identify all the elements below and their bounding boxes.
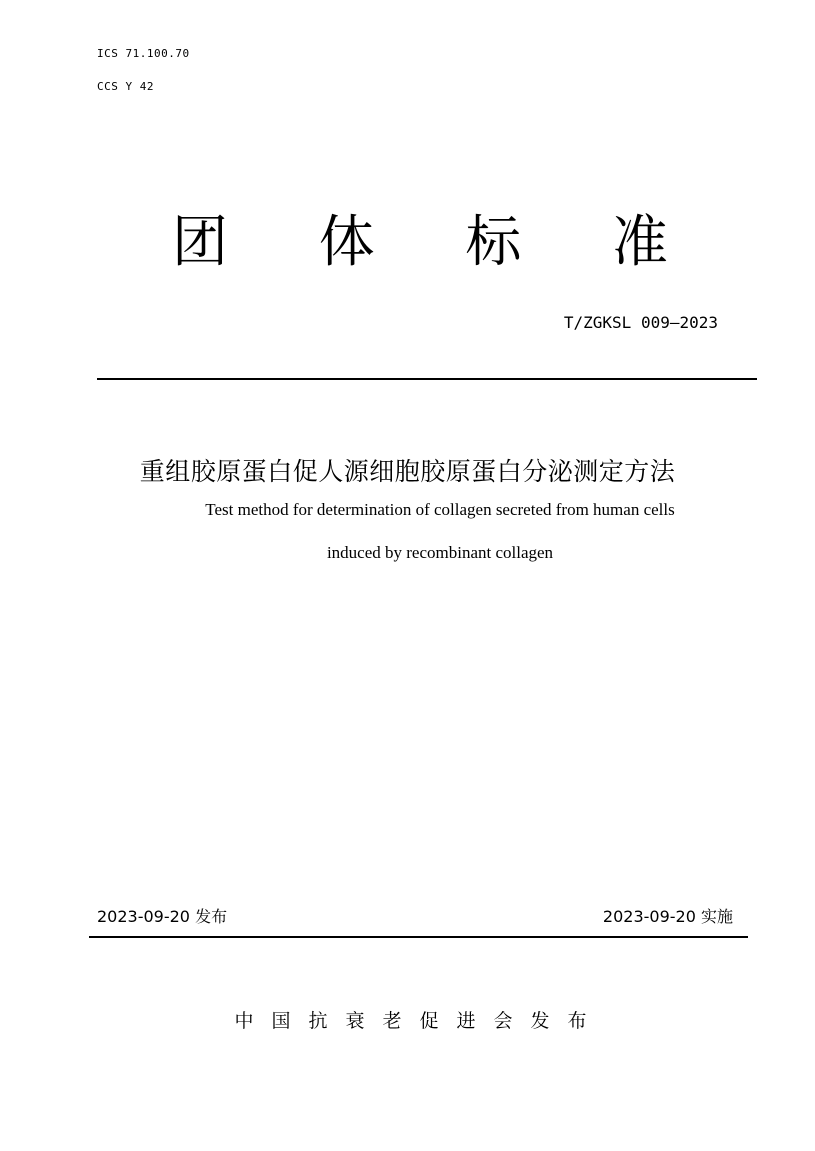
chinese-title: 重组胶原蛋白促人源细胞胶原蛋白分泌测定方法 (139, 457, 676, 486)
banner-char: 体 (318, 210, 375, 275)
standard-type-banner (150, 208, 690, 278)
bottom-divider (89, 936, 748, 938)
banner-char: 准 (611, 210, 668, 275)
english-title-line-2: induced by recombinant collagen (326, 543, 554, 562)
ccs-code: CCS Y 42 (97, 80, 154, 93)
banner-char: 标 (465, 210, 522, 275)
top-divider (97, 378, 757, 380)
ics-code: ICS 71.100.70 (97, 47, 190, 60)
implementation-date: 2023-09-20 实施 (602, 907, 733, 926)
publisher: 中国抗衰老促进会发布 (234, 1010, 605, 1032)
standard-number: T/ZGKSL 009—2023 (563, 313, 718, 332)
english-title-line-1: Test method for determination of collagen secreted from human cells (205, 500, 675, 519)
banner-char: 团 (172, 210, 228, 275)
issue-date: 2023-09-20 发布 (97, 907, 228, 926)
